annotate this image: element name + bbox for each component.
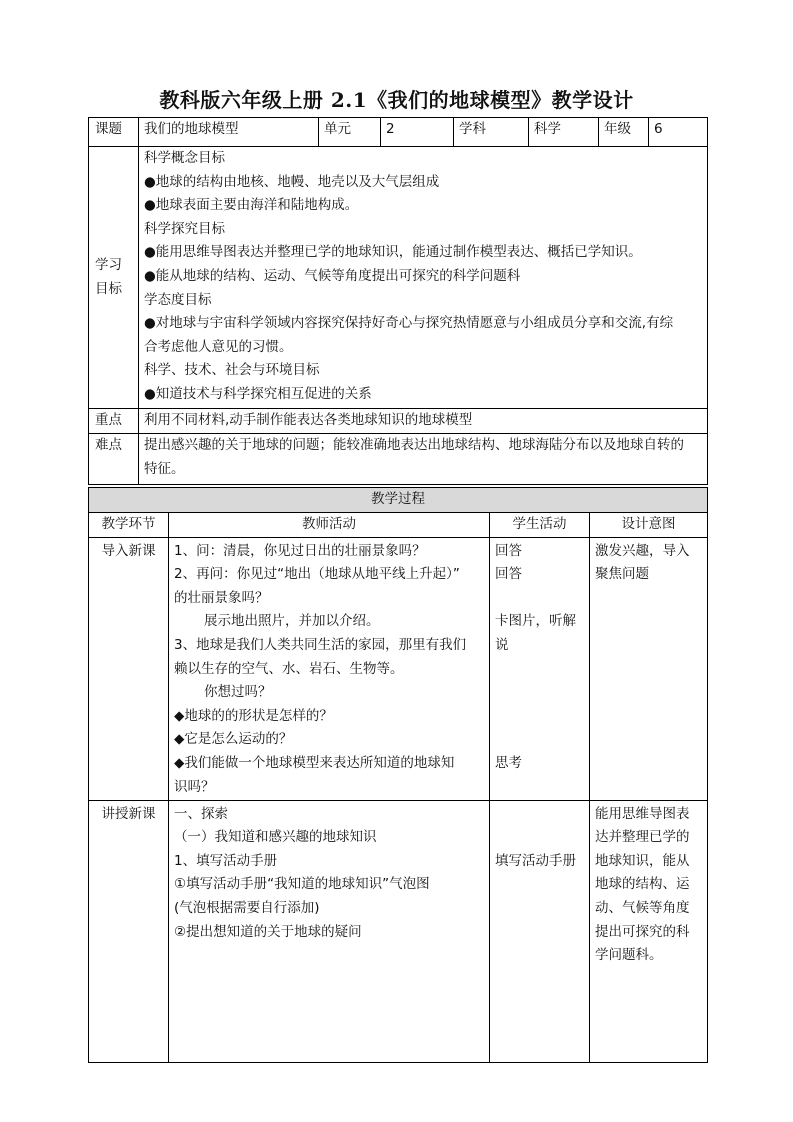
explore-student bbox=[490, 800, 590, 1062]
goal-line: ●对地球与宇宙科学领域内容探究保持好奇心与探究热情愿意与小组成员分享和交流,有综 bbox=[144, 315, 674, 332]
teacher-line: 1、问：清晨，你见过日出的壮丽景象吗？ bbox=[174, 542, 426, 559]
student-line: 说 bbox=[495, 636, 509, 653]
goal-line: 科学、技术、社会与环境目标 bbox=[144, 362, 320, 379]
goal-line: 合考虑他人意见的习惯。 bbox=[144, 338, 293, 355]
difficulty-text bbox=[139, 434, 708, 485]
column-header: 教学环节 bbox=[89, 513, 169, 538]
teacher-line: 识吗？ bbox=[174, 778, 215, 795]
intent-line: 提出可探究的科 bbox=[595, 923, 690, 940]
explore-teacher bbox=[169, 800, 490, 1062]
lesson-label: 课题 bbox=[89, 118, 139, 147]
teacher-line: 2、再问：你见过“地出（地球从地平线上升起）” bbox=[174, 566, 460, 583]
intent-line: 激发兴趣，导入 bbox=[595, 542, 690, 559]
intent-line: 能用思维导图表 bbox=[595, 805, 690, 822]
teacher-line: （一）我知道和感兴趣的地球知识 bbox=[174, 829, 377, 846]
teacher-line: 的壮丽景象吗？ bbox=[174, 589, 269, 606]
column-header: 学生活动 bbox=[490, 513, 590, 538]
grade-value: 6 bbox=[649, 118, 708, 147]
student-line: 思考 bbox=[495, 754, 522, 771]
goals-label bbox=[89, 147, 139, 409]
goals-label-line: 目标 bbox=[95, 280, 122, 297]
spacer bbox=[495, 705, 584, 729]
goal-line: ●能从地球的结构、运动、气候等角度提出可探究的科学问题科 bbox=[144, 267, 521, 284]
document-title: 教科版六年级上册 2.1《我们的地球模型》教学设计 bbox=[159, 88, 634, 112]
spacer bbox=[495, 587, 584, 611]
intro-intent bbox=[590, 537, 708, 800]
teacher-line: ◆我们能做一个地球模型来表达所知道的地球知 bbox=[174, 754, 455, 771]
process-header: 教学过程 bbox=[89, 488, 708, 513]
goal-line: ●知道技术与科学探究相互促进的关系 bbox=[144, 385, 372, 402]
lesson-value: 我们的地球模型 bbox=[139, 118, 319, 147]
column-header: 教师活动 bbox=[169, 513, 490, 538]
difficulty-line: 提出感兴趣的关于地球的问题；能较准确地表达出地球结构、地球海陆分布以及地球自转的 bbox=[144, 437, 684, 453]
intro-teacher bbox=[169, 537, 490, 800]
teacher-line: 你想过吗？ bbox=[204, 684, 272, 701]
intent-line: 聚焦问题 bbox=[595, 566, 649, 583]
teacher-line: ◆它是怎么运动的？ bbox=[174, 731, 293, 748]
explore-intent bbox=[590, 800, 708, 1062]
teacher-line: 3、地球是我们人类共同生活的家园，那里有我们 bbox=[174, 636, 467, 653]
intent-line: 地球知识，能从 bbox=[595, 852, 690, 869]
intro-stage: 导入新课 bbox=[89, 537, 169, 800]
goal-line: ●地球的结构由地核、地幔、地壳以及大气层组成 bbox=[144, 173, 440, 190]
teacher-line: 一、探索 bbox=[174, 805, 228, 822]
difficulty-line: 特征。 bbox=[144, 460, 185, 477]
student-line: 卡图片，听解 bbox=[495, 613, 576, 630]
subject-label: 学科 bbox=[454, 118, 529, 147]
goals-label-line: 学习 bbox=[95, 256, 122, 273]
teacher-line: ◆地球的的形状是怎样的？ bbox=[174, 707, 333, 724]
student-line: 回答 bbox=[495, 542, 522, 559]
intent-line: 达并整理已学的 bbox=[595, 829, 690, 846]
key-point-label: 重点 bbox=[89, 409, 139, 434]
teacher-line: 展示地出照片，并加以介绍。 bbox=[204, 613, 380, 630]
teacher-line: ②提出想知道的关于地球的疑问 bbox=[174, 923, 362, 940]
goals-content bbox=[139, 147, 708, 409]
teacher-line: ①填写活动手册“我知道的地球知识”气泡图 bbox=[174, 876, 430, 893]
lesson-info-table bbox=[88, 117, 708, 485]
teaching-process-table bbox=[88, 487, 708, 1063]
student-line: 回答 bbox=[495, 566, 522, 583]
intent-line: 地球的结构、运 bbox=[595, 876, 690, 893]
spacer bbox=[495, 681, 584, 705]
teacher-line: 1、填写活动手册 bbox=[174, 852, 278, 869]
intro-student bbox=[490, 537, 590, 800]
spacer bbox=[495, 728, 584, 752]
key-point-text: 利用不同材料,动手制作能表达各类地球知识的地球模型 bbox=[139, 409, 708, 434]
unit-label: 单元 bbox=[319, 118, 381, 147]
grade-label: 年级 bbox=[599, 118, 649, 147]
spacer bbox=[495, 658, 584, 682]
spacer bbox=[495, 803, 584, 827]
explore-stage: 讲授新课 bbox=[89, 800, 169, 1062]
student-line: 填写活动手册 bbox=[495, 852, 576, 869]
unit-value: 2 bbox=[381, 118, 454, 147]
goal-line: 科学概念目标 bbox=[144, 150, 225, 166]
spacer bbox=[495, 826, 584, 850]
goal-line: ●地球表面主要由海洋和陆地构成。 bbox=[144, 197, 359, 214]
intent-line: 动、气候等角度 bbox=[595, 899, 690, 916]
goal-line: ●能用思维导图表达并整理已学的地球知识，能通过制作模型表达、概括已学知识。 bbox=[144, 244, 642, 261]
intent-line: 学问题科。 bbox=[595, 947, 663, 964]
teacher-line: 赖以生存的空气、水、岩石、生物等。 bbox=[174, 660, 404, 677]
column-header: 设计意图 bbox=[590, 513, 708, 538]
subject-value: 科学 bbox=[529, 118, 599, 147]
teacher-line: (气泡根据需要自行添加) bbox=[174, 899, 320, 916]
difficulty-label: 难点 bbox=[89, 434, 139, 485]
goal-line: 学态度目标 bbox=[144, 291, 212, 308]
goal-line: 科学探究目标 bbox=[144, 220, 225, 237]
